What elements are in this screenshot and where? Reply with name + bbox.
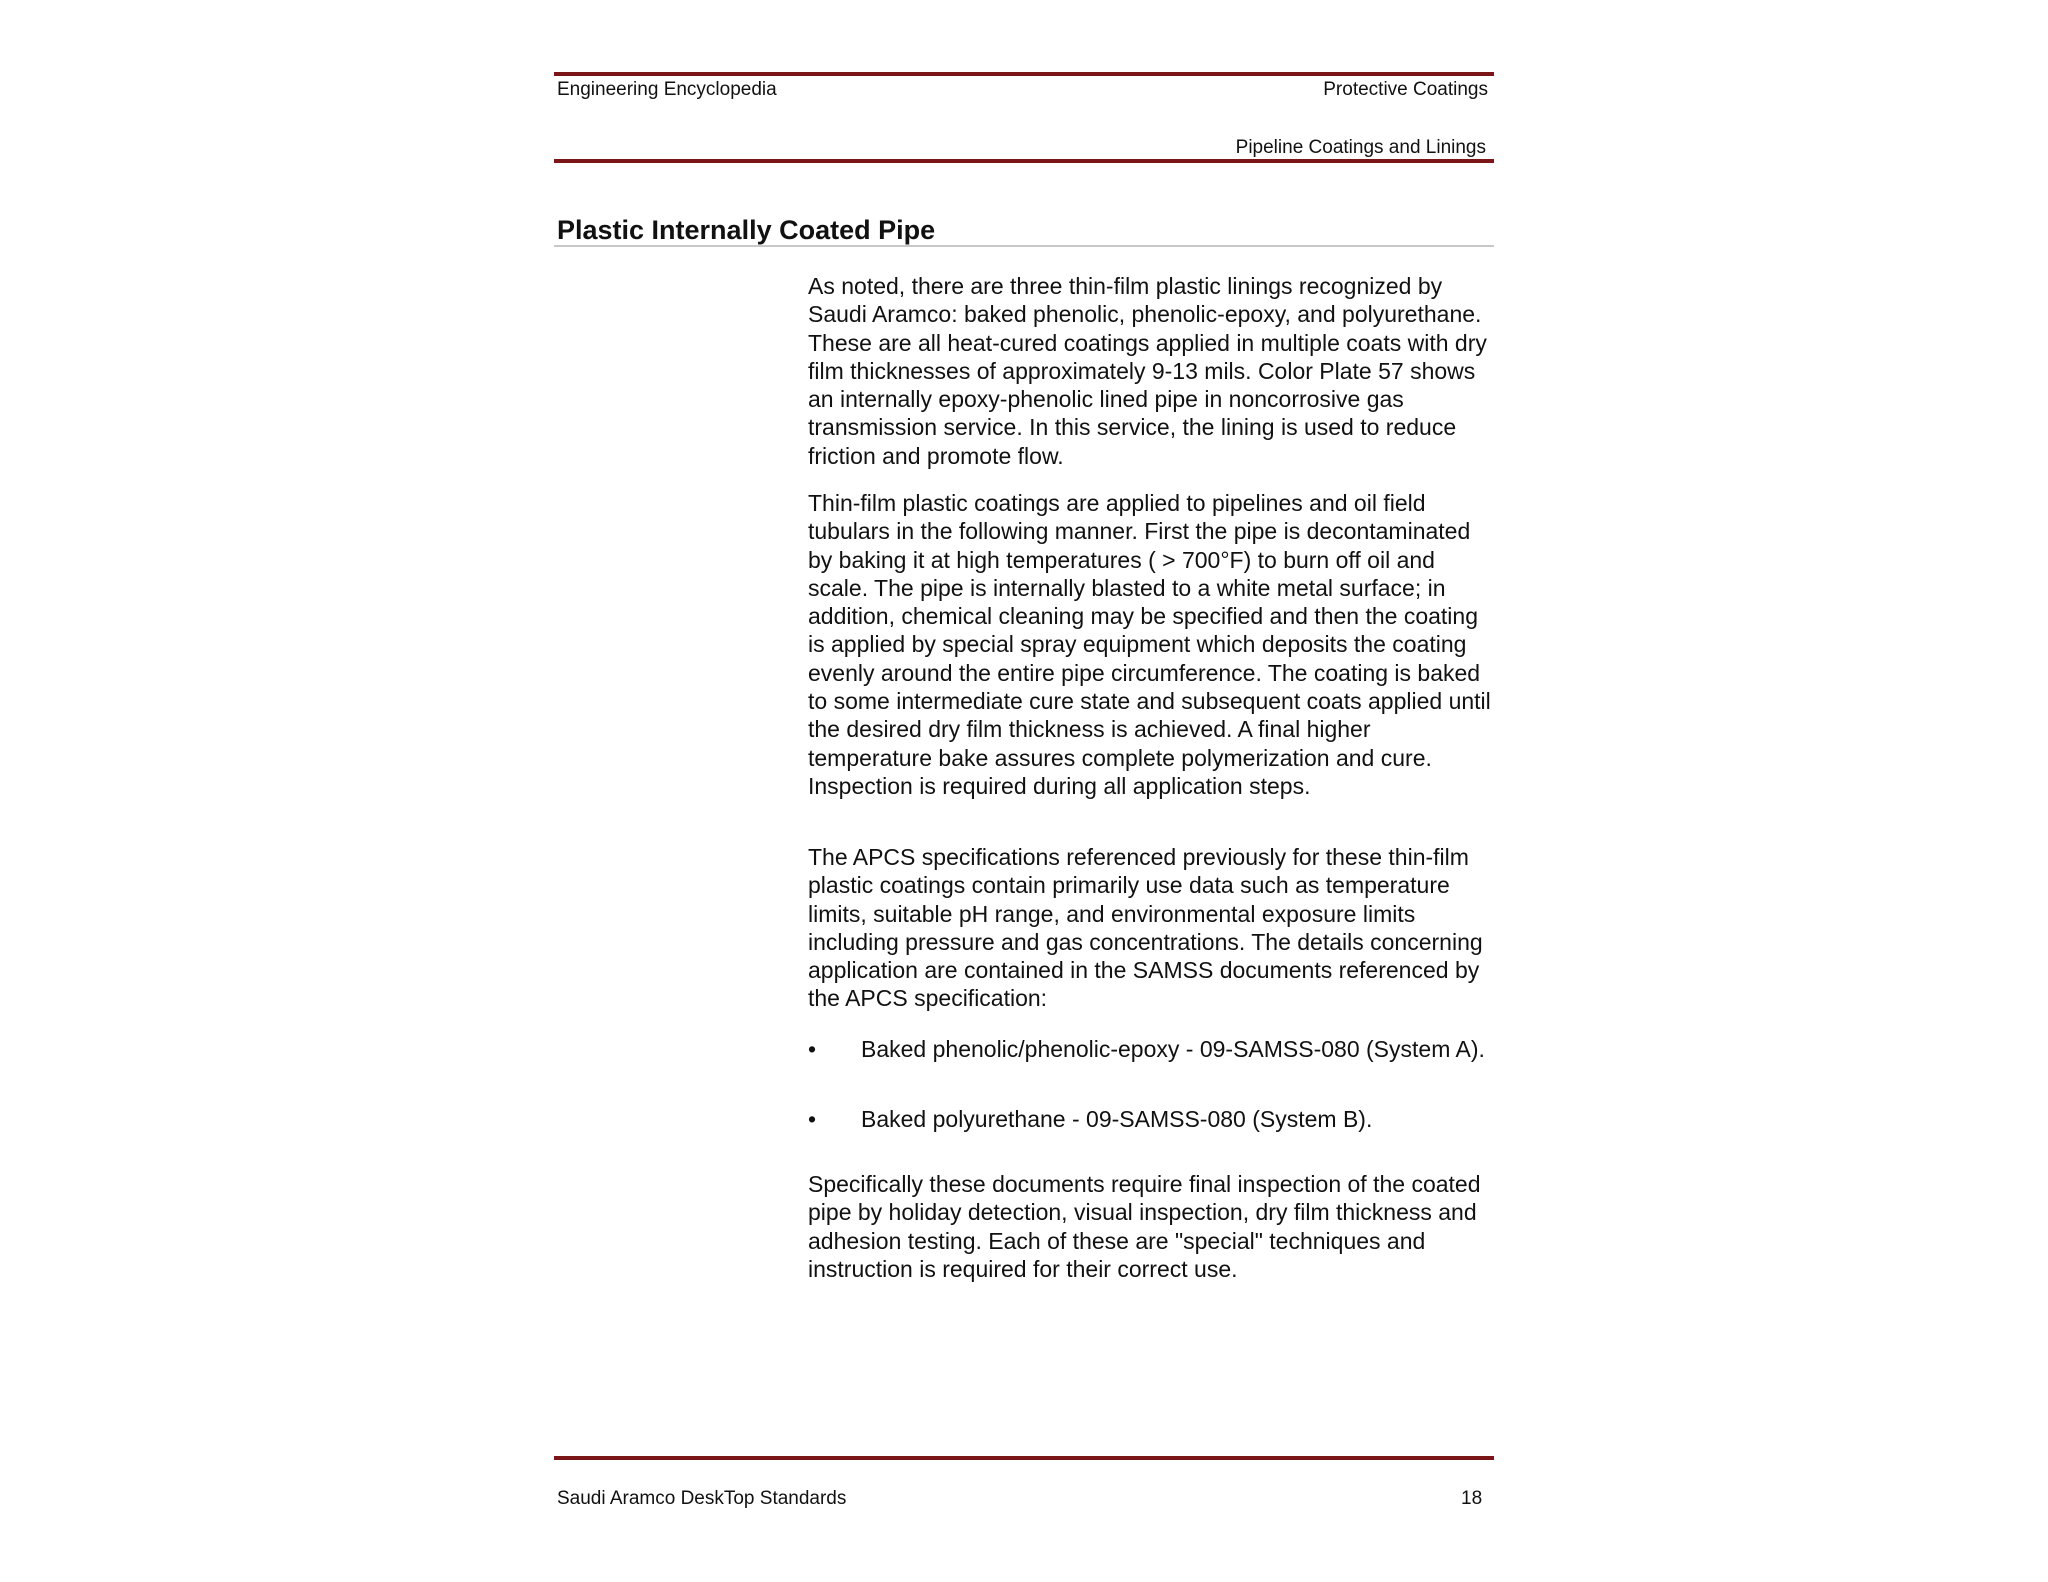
page-number: 18 <box>1461 1488 1483 1509</box>
bullet-icon: • <box>808 1106 817 1132</box>
header-left-title: Engineering Encyclopedia <box>557 79 777 100</box>
footer-title: Saudi Aramco DeskTop Standards <box>557 1488 847 1509</box>
paragraph-2: Thin-film plastic coatings are applied to pipelines and oil field tubulars in the following manner. First the pipe is decontaminated by baking it at high temperatures ( > 700°F) to burn off oil and scale. The pipe is internally blasted to a white metal surface; in addition, chemical cleaning may be specified and then the coating is applied by special spray equipment which deposits the coating evenly around the entire pipe circumference. The coating is baked to some intermediate cure state and subsequent coats applied until the desired dry film thickness is achieved. A final higher temperature bake assures complete polymerization and cure. Inspection is required during all application steps. <box>808 490 1491 799</box>
header-subtitle: Pipeline Coatings and Linings <box>1235 137 1486 158</box>
section-title: Plastic Internally Coated Pipe <box>557 215 936 245</box>
bullet-text: Baked polyurethane - 09-SAMSS-080 (System B). <box>861 1106 1373 1132</box>
header-bottom-rule <box>554 159 1494 163</box>
footer-rule <box>554 1456 1494 1460</box>
paragraph-1: As noted, there are three thin-film plastic linings recognized by Saudi Aramco: baked phenolic, phenolic-epoxy, and polyurethane. These are all heat-cured coatings applied in multiple coats with dry film thicknesses of approximately 9-13 mils. Color Plate 57 shows an internally epoxy-phenolic lined pipe in noncorrosive gas transmission service. In this service, the lining is used to reduce friction and promote flow. <box>808 273 1487 469</box>
paragraph-3: The APCS specifications referenced previously for these thin-film plastic coatings contain primarily use data such as temperature limits, suitable pH range, and environmental exposure limits including pressure and gas concentrations. The details concerning application are contained in the SAMSS documents referenced by the APCS specification: <box>808 844 1483 1012</box>
header-right-title: Protective Coatings <box>1323 79 1488 100</box>
header-top-rule <box>554 72 1494 76</box>
bullet-icon: • <box>808 1036 817 1062</box>
section-title-rule <box>554 245 1494 247</box>
paragraph-4: Specifically these documents require final inspection of the coated pipe by holiday detection, visual inspection, dry film thickness and adhesion testing. Each of these are "special" techniques and instruction is required for their correct use. <box>808 1171 1481 1282</box>
bullet-text: Baked phenolic/phenolic-epoxy - 09-SAMSS-080 (System A). <box>861 1036 1485 1062</box>
